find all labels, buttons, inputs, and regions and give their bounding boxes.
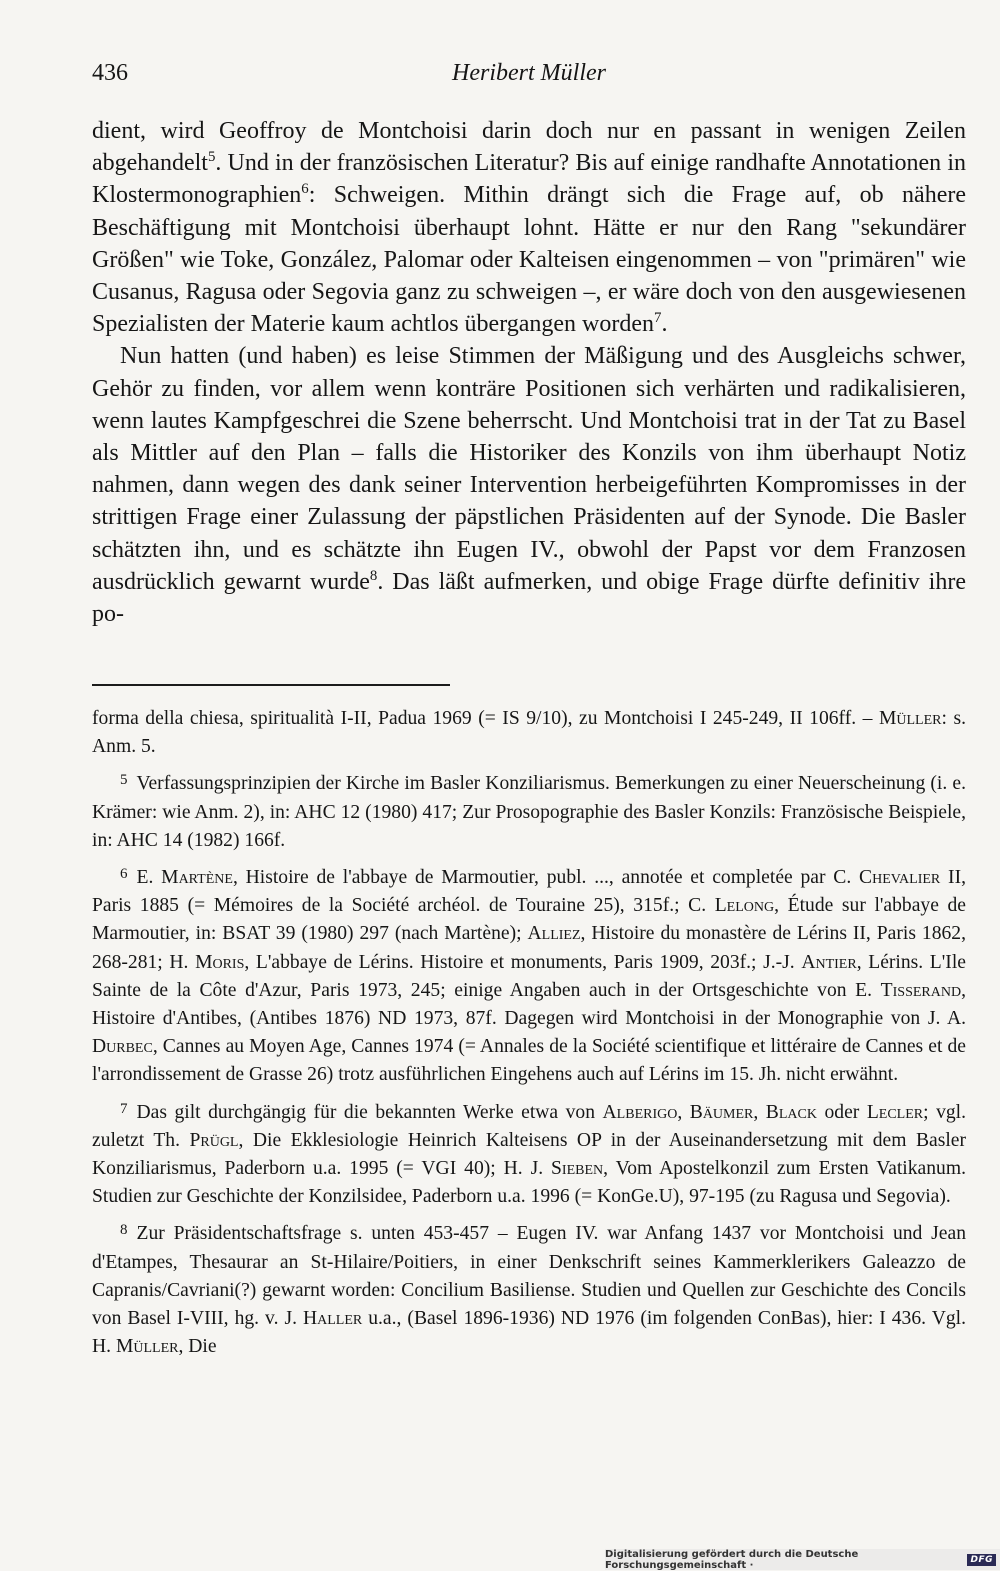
footer-text: Digitalisierung gefördert durch die Deutsche Forschungsgemeinschaft · <box>605 1548 859 1571</box>
text-run: , Cannes au Moyen Age, Cannes 1974 (= Annales de la Société scientifique et littéraire de Cannes et de l'arrondissement de Grasse 26) trotz ausführlichen Eingehens auch auf Lérins im 15. Jh. nicht erwähnt. <box>92 1036 966 1086</box>
author-name: Müller <box>115 1336 179 1358</box>
author-name: Moris <box>195 951 245 973</box>
text-run: , Vom Apostelkonzil zum Ersten Vatikanum. Studien zur Geschichte der Konzilsidee, Paderborn u.a. 1996 (= KonGe.U), 97-195 (zu Ragusa und Segovia). <box>92 1158 966 1208</box>
text-run: , Lérins. L'Ile Sainte de la Côte d'Azur, Paris 1973, 245; einige Angaben auch in der Ortsgeschichte von E. <box>92 951 966 1001</box>
text-run: Verfassungsprinzipien der Kirche im Basler Konziliarismus. Bemerkungen zu einer Neuerscheinung (i. e. Krämer: wie Anm. 2), in: AHC 12 (1980) 417; Zur Prosopographie des Basler Konzils: Französische Beispiele, in: AHC 14 (1982) 166f. <box>92 773 966 851</box>
author-name: Alberigo <box>602 1101 678 1123</box>
footnote-ref-8: 8 <box>369 567 378 584</box>
author-name: Antier <box>801 951 857 973</box>
text-run: : s. Anm. 5. <box>92 708 966 758</box>
text-run: , Die Ekklesiologie Heinrich Kalteisens OP in der Auseinandersetzung mit dem Basler Konziliarismus, Paderborn u.a. 1995 (= VGI 40); H. J. <box>92 1129 967 1180</box>
digitization-footer <box>605 1549 1000 1570</box>
footnote-separator <box>92 684 450 686</box>
footnote-6 <box>92 860 966 1090</box>
text-run: . Das läßt aufmerken, und obige Frage dürfte definitiv ihre po- <box>92 568 966 628</box>
paragraph-2 <box>92 340 966 630</box>
footnote-ref-6: 6 <box>301 181 309 198</box>
text-run: , <box>677 1101 690 1123</box>
text-run: Nun hatten (und haben) es leise Stimmen der Mäßigung und des Ausgleichs schwer, Gehör zu finden, vor allem wenn konträre Positionen sich verhärten und radikalisieren, wenn lautes Kampfgeschrei die Szene beherrscht. Und Montchoisi trat in der Tat zu Basel als Mittler auf den Plan – falls die Historiker des Konzils von ihm überhaupt Notiz nahmen, dann wegen des dank seiner Intervention herbeigeführten Kompromisses in der strittigen Frage einer Zulassung der päpstlichen Präsidenten auf der Synode. Die Basler schätzten ihn, und es schätzte ihn Eugen IV., obwohl der Papst vor dem Franzosen ausdrücklich gewarnt wurde <box>92 343 966 595</box>
footnotes <box>92 705 966 1366</box>
author-name: Bäumer <box>689 1101 754 1123</box>
dfg-logo: DFG <box>967 1554 996 1566</box>
author-name: Alliez <box>527 923 581 945</box>
text-run: , Die <box>178 1336 217 1358</box>
footnote-ref-7: 7 <box>654 310 662 327</box>
footnote-ref-5: 5 <box>207 149 216 166</box>
paragraph-1 <box>92 115 966 340</box>
text-run: , <box>753 1101 766 1123</box>
footnote-number: 5 <box>120 772 128 789</box>
footnote-5 <box>92 766 966 855</box>
footnote-8 <box>92 1216 966 1361</box>
text-run: , Histoire du monastère de Lérins II, Paris 1862, 268-281; H. <box>92 923 966 973</box>
footnote-number: 6 <box>120 866 128 883</box>
footnote-number: 8 <box>120 1222 128 1239</box>
text-run: oder <box>816 1101 867 1123</box>
author-name: Lecler <box>866 1101 924 1123</box>
text-run: , Histoire d'Antibes, (Antibes 1876) ND 1973, 87f. Dagegen wird Montchoisi in der Monographie von J. A. <box>92 979 966 1030</box>
footnote-7 <box>92 1095 966 1212</box>
author-name: Martène <box>161 867 233 889</box>
author-name: Durbec <box>92 1036 153 1058</box>
text-run: Das gilt durchgängig für die bekannten Werke etwa von <box>136 1101 603 1123</box>
author-name: Prügl <box>189 1129 239 1151</box>
text-run: : Schweigen. Mithin drängt sich die Frage auf, ob nähere Beschäftigung mit Montchoisi überhaupt lohnt. Hätte er nur den Rang "sekundärer Größen" wie Toke, González, Palomar oder Kalteisen eingenommen – von "primären" wie Cusanus, Ragusa oder Segovia ganz zu schweigen –, er wäre doch von den ausgewiesenen Spezialisten der Materie kaum achtlos übergangen worden <box>92 182 966 338</box>
author-name: Haller <box>302 1308 363 1330</box>
footnote-number: 7 <box>120 1100 128 1117</box>
page-header <box>92 60 966 94</box>
main-text <box>92 115 966 630</box>
author-name: Sieben <box>551 1158 604 1180</box>
text-run: Zur Präsidentschaftsfrage s. unten 453-457 – Eugen IV. war Anfang 1437 vor Montchoisi und Jean d'Etampes, Thesaurar an St-Hilaire/Poitiers, in einer Denkschrift seines Kammerklerikers Galeazzo de Capranis/Cavriani(?) gewarnt worden: Concilium Basiliense. Studien und Quellen zur Geschichte des Concils von Basel I-VIII, hg. v. J. <box>92 1223 966 1330</box>
text-run: , L'abbaye de Lérins. Histoire et monuments, Paris 1909, 203f.; J.-J. <box>244 951 802 973</box>
author-name: Chevalier <box>859 867 941 889</box>
text-run: forma della chiesa, spiritualità I-II, Padua 1969 (= IS 9/10), zu Montchoisi I 245-249, II 106ff. – <box>92 708 879 729</box>
author-name: Lelong <box>714 895 775 917</box>
author-name: Müller <box>878 708 942 729</box>
author-name: Tisserand <box>880 979 962 1001</box>
text-run: E. <box>136 867 162 889</box>
text-run: , Étude sur l'abbaye de Marmoutier, in: BSAT 39 (1980) 297 (nach Martène); <box>92 895 966 945</box>
text-run: II, Paris 1885 (= Mémoires de la Société archéol. de Touraine 25), 315f.; C. <box>92 867 966 917</box>
page-number: 436 <box>92 60 128 86</box>
footnote-continuation <box>92 705 966 761</box>
author-name: Black <box>765 1101 817 1123</box>
text-run: . Und in der französischen Literatur? Bis auf einige randhafte Annotationen in Klostermonographien <box>92 150 966 209</box>
text-run: . <box>661 311 668 338</box>
text-run: dient, wird Geoffroy de Montchoisi darin doch nur en passant in wenigen Zeilen abgehandelt <box>92 118 966 177</box>
text-run: u.a., (Basel 1896-1936) ND 1976 (im folgenden ConBas), hier: I 436. Vgl. H. <box>92 1308 966 1358</box>
running-head: Heribert Müller <box>452 60 606 86</box>
text-run: ; vgl. zuletzt Th. <box>92 1101 967 1151</box>
text-run: , Histoire de l'abbaye de Marmoutier, publ. ..., annotée et completée par C. <box>232 867 860 889</box>
